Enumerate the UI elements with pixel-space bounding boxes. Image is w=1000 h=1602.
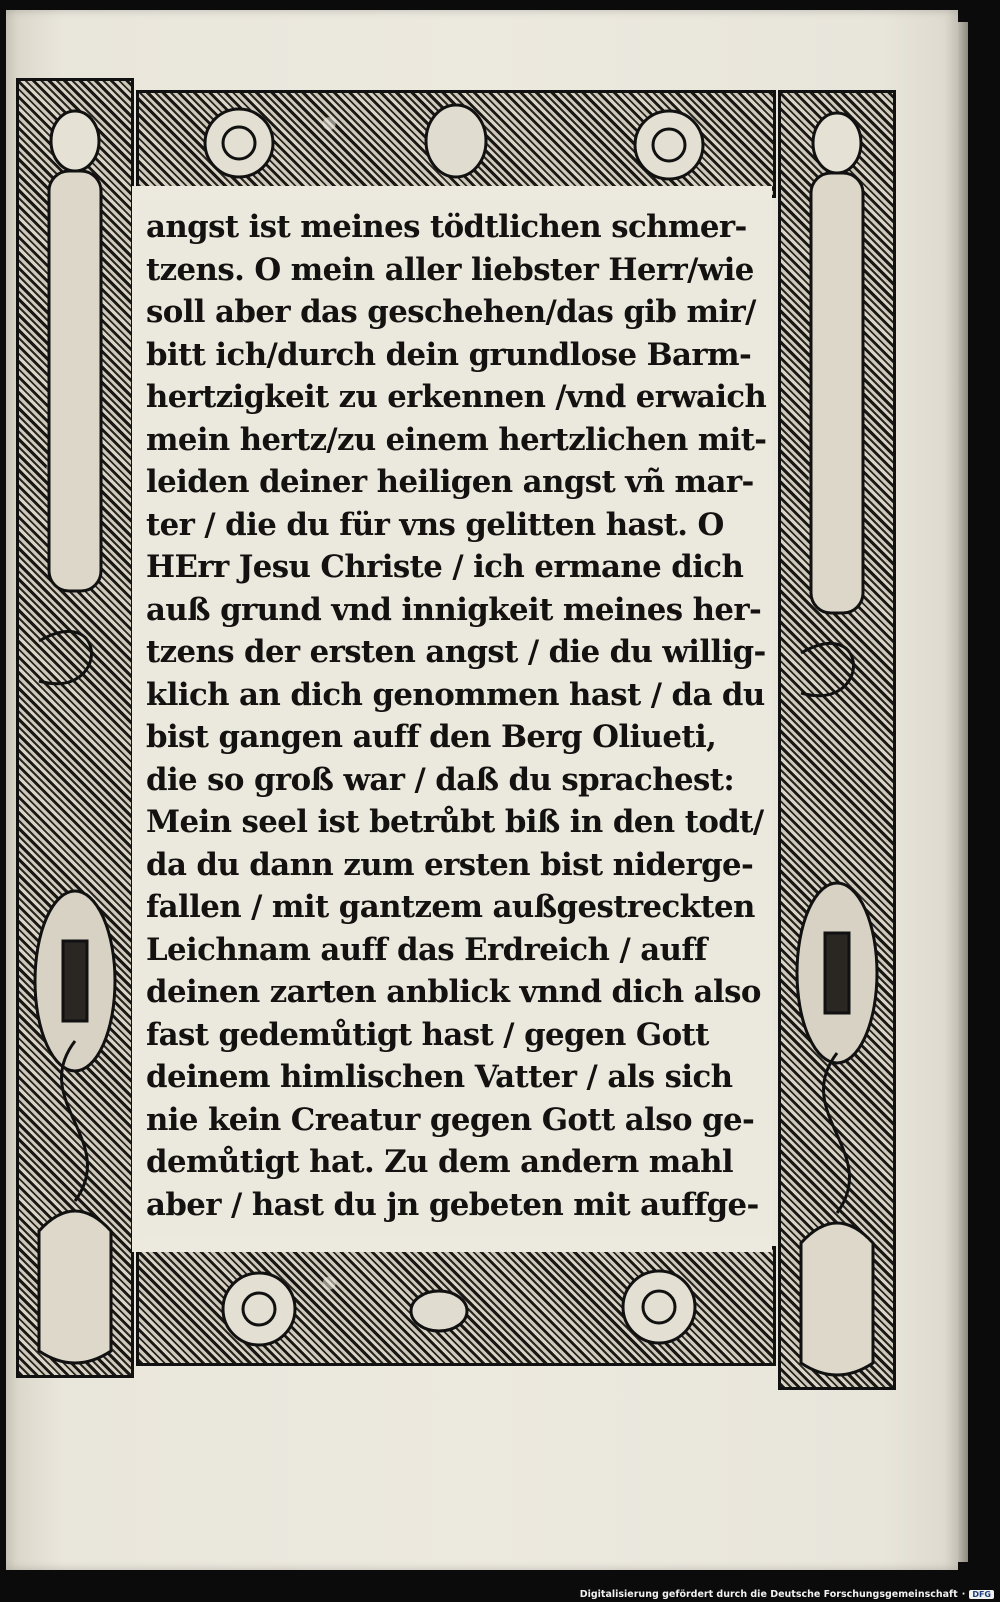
credit-text: Digitalisierung gefördert durch die Deutsche Forschungsgemeinschaft: [579, 1589, 958, 1600]
text-line: aber / hast du jn gebeten mit auffge-: [146, 1186, 759, 1223]
scroll-and-mask-ornament-top: [139, 93, 773, 195]
text-line: leiden deiner heiligen angst vñ mar-: [146, 464, 754, 500]
text-line: demůtigt hat. Zu dem andern mahl: [146, 1144, 734, 1180]
text-line: fallen / mit gantzem außgestreckten: [146, 889, 755, 925]
text-line: deinen zarten anblick vnnd dich also: [146, 974, 761, 1010]
text-line: bitt ich/durch dein grundlose Barm-: [146, 336, 752, 373]
body-text: [138, 200, 770, 1238]
figure-and-vase-ornament-right: [781, 93, 893, 1387]
text-line: fast gedemůtigt hast / gegen Gott: [146, 1016, 709, 1053]
digitization-credit: [580, 1589, 994, 1600]
text-line: Leichnam auff das Erdreich / auff: [146, 931, 707, 968]
scroll-and-basket-ornament-bottom: [139, 1249, 773, 1363]
text-line: soll aber das geschehen/das gib mir/: [146, 294, 756, 330]
bottom-border-ornament: [136, 1246, 776, 1366]
text-line: Mein seel ist betrůbt biß in den todt/: [146, 804, 764, 840]
page-edge: [958, 22, 968, 1562]
left-border-ornament: [16, 78, 134, 1378]
text-line: tzens der ersten angst / die du willig-: [146, 634, 766, 670]
text-line: tzens. O mein aller liebster Herr/wie: [146, 251, 754, 288]
figure-and-vase-ornament-left: [19, 81, 131, 1375]
text-line: hertzigkeit zu erkennen /vnd erwaich: [146, 379, 767, 415]
text-line: angst ist meines tödtlichen schmer-: [146, 209, 747, 245]
text-line: ter / die du für vns gelitten hast. O: [146, 506, 724, 543]
text-line: mein hertz/zu einem hertzlichen mit-: [146, 421, 767, 458]
text-line: bist gangen auff den Berg Oliueti,: [146, 719, 717, 755]
text-line: nie kein Creatur gegen Gott also ge-: [146, 1101, 755, 1138]
text-line: die so groß war / daß du sprachest:: [146, 761, 735, 798]
text-line: klich an dich genommen hast / da du: [146, 676, 765, 713]
dfg-logo: DFG: [969, 1590, 994, 1599]
right-border-ornament: [778, 90, 896, 1390]
top-border-ornament: [136, 90, 776, 198]
separator-dot: ·: [961, 1589, 966, 1600]
text-line: auß grund vnd innigkeit meines her-: [146, 591, 762, 628]
text-line: da du dann zum ersten bist niderge-: [146, 846, 754, 883]
text-line: HErr Jesu Christe / ich ermane dich: [146, 549, 744, 585]
text-line: deinem himlischen Vatter / als sich: [146, 1059, 733, 1095]
